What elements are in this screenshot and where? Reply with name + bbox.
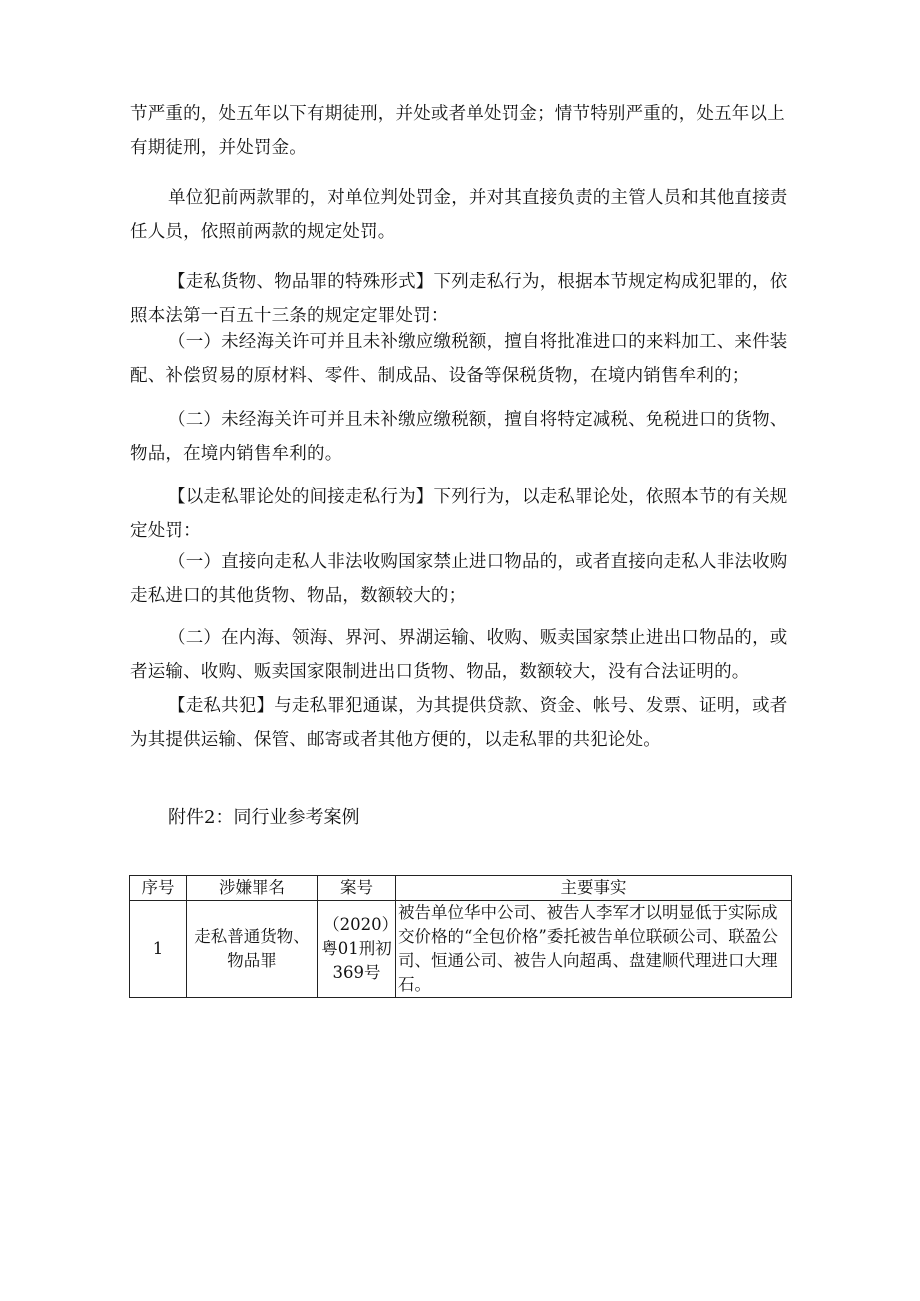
- table-row: [130, 901, 792, 998]
- header-main-facts: 主要事实: [396, 876, 792, 901]
- paragraph-3: 【走私货物、物品罪的特殊形式】下列走私行为，根据本节规定构成犯罪的，依照本法第一百五十三条的规定定罪处罚：: [130, 272, 788, 326]
- header-case-number: 案号: [318, 876, 396, 901]
- case-table: [129, 875, 792, 998]
- table-header-row: [130, 876, 792, 901]
- paragraph-4: （一）未经海关许可并且未补缴应缴税额，擅自将批准进口的来料加工、来件装配、补偿贸易的原材料、零件、制成品、设备等保税货物，在境内销售牟利的；: [130, 332, 788, 386]
- paragraph-8: （二）在内海、领海、界河、界湖运输、收购、贩卖国家禁止进出口物品的，或者运输、收购、贩卖国家限制进出口货物、物品，数额较大，没有合法证明的。: [130, 628, 788, 682]
- paragraph-6: 【以走私罪论处的间接走私行为】下列行为，以走私罪论处，依照本节的有关规定处罚：: [130, 487, 788, 541]
- cell-serial: 1: [130, 901, 187, 998]
- paragraph-2: 单位犯前两款罪的，对单位判处罚金，并对其直接负责的主管人员和其他直接责任人员，依照前两款的规定处罚。: [130, 188, 788, 242]
- cell-crime: 走私普通货物、物品罪: [187, 901, 318, 998]
- attachment-heading: 附件2：同行业参考案例: [168, 807, 360, 828]
- paragraph-7: （一）直接向走私人非法收购国家禁止进口物品的，或者直接向走私人非法收购走私进口的其他货物、物品，数额较大的；: [130, 552, 788, 606]
- paragraph-9: 【走私共犯】与走私罪犯通谋，为其提供贷款、资金、帐号、发票、证明，或者为其提供运输、保管、邮寄或者其他方便的，以走私罪的共犯论处。: [130, 696, 788, 750]
- header-crime: 涉嫌罪名: [187, 876, 318, 901]
- cell-case-number: （2020）粤01刑初369号: [318, 901, 396, 998]
- header-serial: 序号: [130, 876, 187, 901]
- cell-main-facts: 被告单位华中公司、被告人李军才以明显低于实际成交价格的“全包价格”委托被告单位联硕公司、联盈公司、恒通公司、被告人向超禹、盘建顺代理进口大理石。: [396, 901, 792, 998]
- paragraph-1: 节严重的，处五年以下有期徒刑，并处或者单处罚金；情节特别严重的，处五年以上有期徒刑，并处罚金。: [130, 104, 785, 158]
- paragraph-5: （二）未经海关许可并且未补缴应缴税额，擅自将特定减税、免税进口的货物、物品，在境内销售牟利的。: [130, 410, 788, 464]
